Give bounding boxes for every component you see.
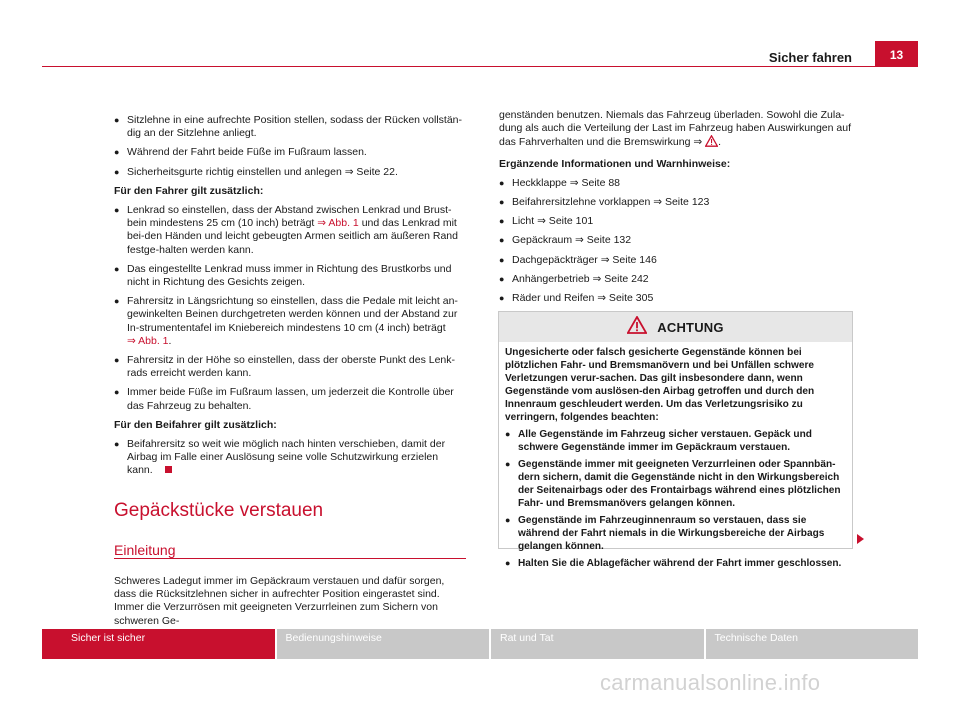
section-title: Gepäckstücke verstauen xyxy=(114,500,324,521)
continue-arrow-icon xyxy=(857,534,864,544)
tab-technische-daten[interactable]: Technische Daten xyxy=(706,629,919,659)
warning-header xyxy=(499,312,852,342)
list-item[interactable]: ● Heckklappe ⇒ Seite 88 xyxy=(499,176,621,189)
list-item[interactable]: ● Räder und Reifen ⇒ Seite 305 xyxy=(499,292,654,305)
list-item: ● Sitzlehne in eine aufrechte Position stellen, sodass der Rücken vollstän-dig an der Sitzlehne anliegt. xyxy=(114,114,463,140)
list-item[interactable]: ● Anhängerbetrieb ⇒ Seite 242 xyxy=(499,272,649,285)
list-item: ● Sicherheitsgurte richtig einstellen und anlegen ⇒ Seite 22. xyxy=(114,165,398,178)
warning-box xyxy=(498,311,853,569)
warning-triangle-icon xyxy=(627,316,647,339)
list-item: ● Gegenstände im Fahrzeuginnenraum so verstauen, dass sie während der Fahrt niemals in die Wirkungsbereiche der Airbags gelangen können. xyxy=(505,515,825,552)
continued-text: genständen benutzen. Niemals das Fahrzeug überladen. Sowohl die Zula-dung als auch die Verteilung der Last im Fahrzeug haben Auswirkungen auf das Fahrverhalten und die Bremswirkung ⇒ . xyxy=(499,109,851,152)
list-item[interactable]: ● Licht ⇒ Seite 101 xyxy=(499,215,594,228)
list-item[interactable]: ● Gepäckraum ⇒ Seite 132 xyxy=(499,234,632,247)
list-item: ● Beifahrersitz so weit wie möglich nach hinten verschieben, damit der Airbag im Falle einer Auslösung seine volle Schutzwirkung erzielen kann. xyxy=(114,438,446,477)
driver-heading: Für den Fahrer gilt zusätzlich: xyxy=(114,184,264,197)
list-item: ● Das eingestellte Lenkrad muss immer in Richtung des Brustkorbs und nicht in Richtung des Gesichts zeigen. xyxy=(114,262,452,289)
list-item: ● Gegenstände immer mit geeigneten Verzurrleinen oder Spannbän-dern sichern, damit die Gegenstände nicht in den Wirkungsbereich der Seitenairbags oder des Frontairbags während eines plötzlichen Fahr- und Bremsmanövers gelangen können. xyxy=(505,459,841,509)
right-column xyxy=(499,109,851,311)
list-item[interactable]: ● Beifahrersitzlehne vorklappen ⇒ Seite 123 xyxy=(499,196,710,209)
figure-link[interactable]: ⇒ Abb. 1 xyxy=(317,217,359,230)
passenger-heading: Für den Beifahrer gilt zusätzlich: xyxy=(114,418,277,431)
section-end-marker xyxy=(165,466,172,473)
left-column xyxy=(114,114,466,484)
list-item: ● Fahrersitz in Längsrichtung so einstellen, dass die Pedale mit leicht an-gewinkelten Beinen durchgetreten werden können und der Abstand zur In-strumententafel im Kniebereich mindestens 10 cm (4 inch) beträgt ⇒ Abb. 1. xyxy=(114,295,458,347)
list-item: ● Alle Gegenstände im Fahrzeug sicher verstauen. Gepäck und schwere Gegenstände immer im Gepäckraum verstauen. xyxy=(505,429,812,453)
list-item: ● Halten Sie die Ablagefächer während der Fahrt immer geschlossen. xyxy=(505,558,842,569)
page-number: 13 xyxy=(875,41,918,67)
list-item: ● Fahrersitz in der Höhe so einstellen, dass der oberste Punkt des Lenk-rads erreicht werden kann. xyxy=(114,354,456,380)
list-item[interactable]: ● Dachgepäckträger ⇒ Seite 146 xyxy=(499,253,657,266)
tab-bedienungshinweise[interactable]: Bedienungshinweise xyxy=(277,629,490,659)
warning-triangle-icon[interactable] xyxy=(705,135,718,151)
watermark: carmanualsonline.info xyxy=(600,670,821,695)
intro-text: Schweres Ladegut immer im Gepäckraum verstauen und dafür sorgen, dass die Rücksitzlehnen sicher in aufrechter Position eingerastet sind. Immer die Verzurrösen mit geeigneten Verzurrleinen zum Sichern von schweren Ge- xyxy=(114,575,445,627)
figure-link[interactable]: ⇒ Abb. 1 xyxy=(127,334,169,347)
warning-title: ACHTUNG xyxy=(657,319,724,335)
header-rule xyxy=(42,66,918,67)
list-item: ● Lenkrad so einstellen, dass der Abstand zwischen Lenkrad und Brust-bein mindestens 25 cm (10 inch) beträgt ⇒ Abb. 1 und das Lenkrad mit bei-den Händen und leicht gebeugten Armen seitlich am äußeren Rand festge-halten werden kann. xyxy=(114,204,458,256)
footer-nav xyxy=(42,629,918,659)
warning-body: Ungesicherte oder falsch gesicherte Gegenstände können bei plötzlichen Fahr- und Bremsmanövern und bei Unfällen schwere Verletzungen verur-sachen. Das gilt insbesondere dann, wenn Gegenstände vom auslösen-den Airbag getroffen und durch den Innenraum geschleudert werden. Um das Verletzungsrisiko zu verringern, folgendes beachten: ● Alle Gegenstände im Fahrzeug sicher verstauen. Gepäck und schwere Gegenstände immer im Gepäckraum verstauen. ● Gegenstände immer mit geeigneten Verzurrleinen oder Spannbän-dern sichern, damit die Gegenstände nicht in den Wirkungsbereich der Seitenairbags oder des Frontairbags während eines plötzlichen Fahr- und Bremsmanövers gelangen können. ● Gegenstände im Fahrzeuginnenraum so verstauen, dass sie während der Fahrt niemals in die Wirkungsbereiche der Airbags gelangen können. ● Halten Sie die Ablagefächer während der Fahrt immer geschlossen. xyxy=(499,342,852,570)
tab-rat-und-tat[interactable]: Rat und Tat xyxy=(491,629,704,659)
info-heading: Ergänzende Informationen und Warnhinweise: xyxy=(499,157,731,170)
tab-sicher-ist-sicher[interactable]: Sicher ist sicher xyxy=(42,629,275,659)
subsection-rule xyxy=(114,558,466,559)
subsection-title: Einleitung xyxy=(114,542,176,558)
page-header-title: Sicher fahren xyxy=(768,50,852,65)
list-item: ● Immer beide Füße im Fußraum lassen, um jederzeit die Kontrolle über das Fahrzeug zu behalten. xyxy=(114,386,454,412)
list-item: ● Während der Fahrt beide Füße im Fußraum lassen. xyxy=(114,146,367,159)
